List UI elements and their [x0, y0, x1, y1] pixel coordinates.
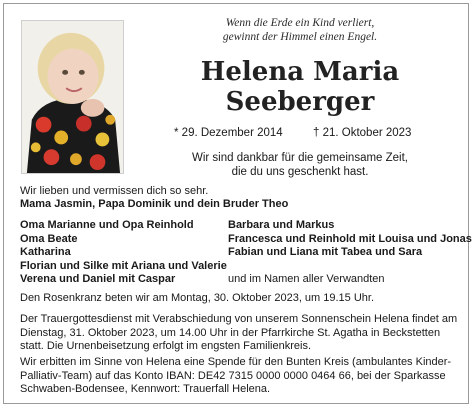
portrait-photo — [21, 20, 124, 174]
mourner-entry: Oma Marianne und Opa Reinhold — [20, 219, 194, 231]
mourners-left-column — [20, 219, 227, 287]
portrait-image — [22, 21, 123, 173]
thanks-text — [150, 151, 450, 179]
first-name: Helena Maria — [200, 57, 400, 87]
mourner-entry: Katharina — [20, 246, 71, 258]
donation-line: Palliativ-Team) auf das Konto IBAN: DE42 7315 0000 0000 0464 66, bei der Sparkasse — [20, 369, 446, 382]
funeral-line: statt. Die Urnenbeisetzung erfolgt im engsten Familienkreis. — [20, 340, 312, 352]
donation-notice — [20, 356, 460, 397]
quote-line: gewinnt der Himmel einen Engel. — [222, 31, 378, 43]
memorial-quote — [160, 16, 440, 44]
mourner-entry: Florian und Silke mit Ariana und Valerie — [20, 259, 227, 272]
birth-date: * 29. Dezember 2014 — [174, 127, 283, 139]
mourners-intro: Wir lieben und vermissen dich so sehr. — [20, 185, 209, 197]
mourner-entry: Fabian und Liana mit Tabea und Sara — [228, 246, 423, 258]
quote-line: Wenn die Erde ein Kind verliert, — [225, 17, 375, 29]
donation-line: Wir erbitten im Sinne von Helena eine Spende für den Bunten Kreis (ambulantes Kinder- — [20, 356, 452, 368]
death-date: † 21. Oktober 2023 — [313, 127, 412, 139]
last-name: Seeberger — [225, 87, 375, 117]
rosary-notice: Den Rosenkranz beten wir am Montag, 30. Oktober 2023, um 19.15 Uhr. — [20, 292, 375, 304]
mourners-right-column — [228, 219, 472, 260]
donation-line: Schwaben-Bodensee, Kennwort: Trauerfall Helena. — [20, 383, 271, 395]
thanks-line: Wir sind dankbar für die gemeinsame Zeit, — [191, 152, 409, 164]
funeral-line: Der Trauergottesdienst mit Verabschiedung von unserem Sonnenschein Helena findet am — [20, 313, 458, 325]
funeral-line: Dienstag, 31. Oktober 2023, um 14.00 Uhr in der Pfarrkirche St. Agatha in Beckstetten — [20, 326, 441, 339]
mourners-parents: Mama Jasmin, Papa Dominik und dein Bruder Theo — [20, 198, 289, 210]
mourner-entry: Barbara und Markus — [228, 219, 335, 231]
mourners-closing: und im Namen aller Verwandten — [228, 273, 385, 285]
funeral-notice — [20, 313, 460, 354]
thanks-line: die du uns geschenkt hast. — [231, 166, 369, 178]
mourner-entry: Francesca und Reinhold mit Louisa und Jonas — [228, 232, 472, 245]
mourner-entry: Oma Beate — [20, 232, 78, 245]
mourner-entry: Verena und Daniel mit Caspar — [20, 273, 176, 285]
deceased-name — [150, 57, 450, 117]
